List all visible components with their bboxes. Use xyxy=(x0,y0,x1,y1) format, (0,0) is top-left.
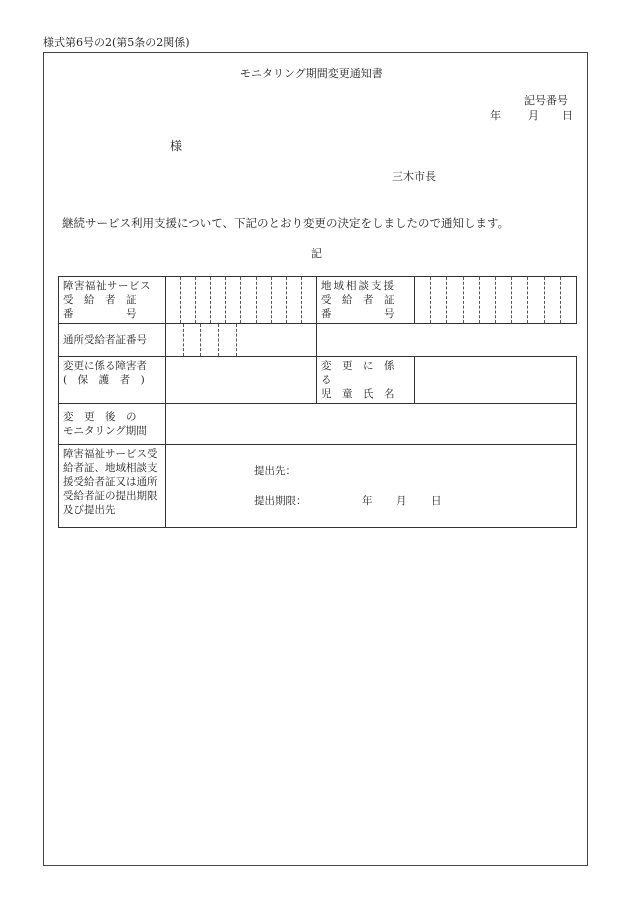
digit-box[interactable] xyxy=(166,277,181,323)
digit-box[interactable] xyxy=(272,277,287,323)
community-support-certificate-number-field[interactable] xyxy=(415,277,577,324)
digit-box[interactable] xyxy=(561,277,576,323)
label-line: 番 号 xyxy=(63,308,137,320)
blank-cell xyxy=(317,324,577,357)
label-line: ( 保 護 者 ) xyxy=(63,374,145,386)
addressee-suffix: 様 xyxy=(170,139,183,153)
digit-box[interactable] xyxy=(211,277,226,323)
new-monitoring-period-label xyxy=(59,404,166,445)
deadline-day: 日 xyxy=(431,495,442,507)
service-certificate-number-label xyxy=(59,277,166,324)
day-service-certificate-number-field[interactable] xyxy=(166,324,317,357)
label-line: 受 給 者 証 xyxy=(321,294,395,306)
affected-person-field[interactable] xyxy=(166,357,317,404)
date-month: 月 xyxy=(528,109,539,122)
digit-box[interactable] xyxy=(241,277,256,323)
digit-box[interactable] xyxy=(226,277,241,323)
date-year: 年 xyxy=(490,109,501,122)
affected-child-name-field[interactable] xyxy=(415,357,577,404)
label-line: 変 更 に 係 る xyxy=(321,360,405,386)
digit-box[interactable] xyxy=(166,324,184,356)
notice-table xyxy=(58,276,577,528)
date-day: 日 xyxy=(562,109,573,122)
digit-box[interactable] xyxy=(512,277,528,323)
form-number: 様式第6号の2(第5条の2関係) xyxy=(43,36,190,49)
submission-deadline-field[interactable] xyxy=(166,445,577,528)
document-title: モニタリング期間変更通知書 xyxy=(240,67,383,80)
affected-person-label xyxy=(59,357,166,404)
label-line: 受給者証の提出期限 xyxy=(63,490,158,502)
label-line: 児 童 氏 名 xyxy=(321,388,395,400)
body-text: 継続サービス利用支援について、下記のとおり変更の決定をしましたので通知します。 xyxy=(62,216,510,230)
label-line: 変 更 後 の xyxy=(63,411,137,423)
digit-box[interactable] xyxy=(196,277,211,323)
new-monitoring-period-field[interactable] xyxy=(166,404,577,445)
label-line: 給者証、地域相談支 xyxy=(63,462,158,474)
submit-to-label: 提出先： xyxy=(254,465,296,477)
digit-box[interactable] xyxy=(287,277,302,323)
reference-number-label: 記号番号 xyxy=(524,94,568,107)
day-service-certificate-number-label xyxy=(59,324,166,357)
label-line: 地域相談支援 xyxy=(321,280,396,292)
community-support-certificate-number-label xyxy=(317,277,415,324)
label-line: 障害福祉サービス xyxy=(63,280,151,292)
service-certificate-number-field[interactable] xyxy=(166,277,317,324)
label-text: 通所受給者証番号 xyxy=(63,334,147,346)
affected-child-name-label xyxy=(317,357,415,404)
ki-label: 記 xyxy=(311,247,322,260)
digit-box[interactable] xyxy=(447,277,463,323)
label-line: モニタリング期間 xyxy=(63,425,147,437)
label-line: 変更に係る障害者 xyxy=(63,360,147,372)
label-line: 受 給 者 証 xyxy=(63,294,137,306)
digit-box[interactable] xyxy=(496,277,512,323)
label-line: 障害福祉サービス受 xyxy=(63,448,158,460)
digit-box[interactable] xyxy=(219,324,237,356)
deadline-month: 月 xyxy=(396,495,407,507)
digit-box[interactable] xyxy=(257,277,272,323)
digit-box[interactable] xyxy=(181,277,196,323)
label-line: 及び提出先 xyxy=(63,504,116,516)
digit-box[interactable] xyxy=(545,277,561,323)
digit-box[interactable] xyxy=(415,277,431,323)
digit-box[interactable] xyxy=(184,324,202,356)
digit-box[interactable] xyxy=(431,277,447,323)
digit-box[interactable] xyxy=(464,277,480,323)
deadline-label: 提出期限： xyxy=(254,495,307,507)
digit-box[interactable] xyxy=(201,324,219,356)
digit-box[interactable] xyxy=(480,277,496,323)
digit-box[interactable] xyxy=(302,277,316,323)
label-line: 援受給者証又は通所 xyxy=(63,476,158,488)
issuer-name: 三木市長 xyxy=(392,170,436,183)
label-line: 番 号 xyxy=(321,308,395,320)
deadline-year: 年 xyxy=(362,495,373,507)
digit-box[interactable] xyxy=(528,277,544,323)
submission-deadline-label xyxy=(59,445,166,528)
